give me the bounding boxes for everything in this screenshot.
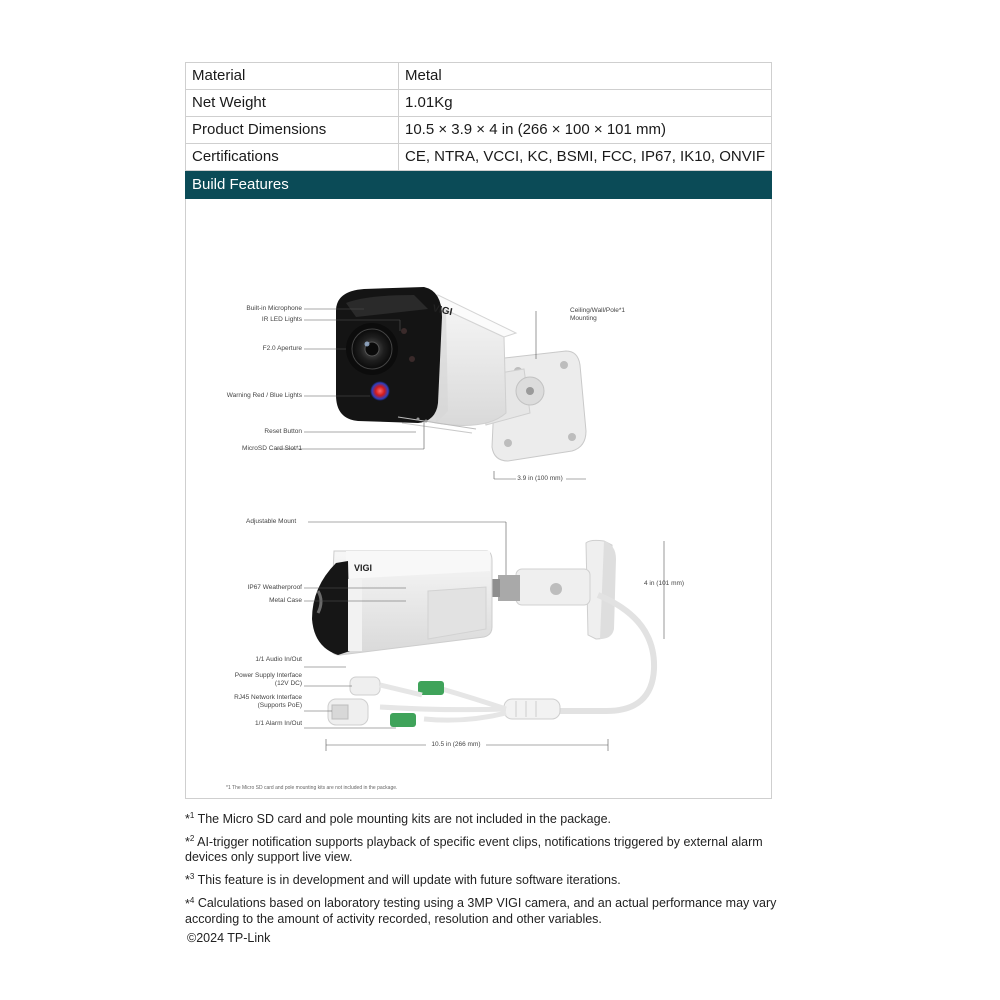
copyright: ©2024 TP-Link xyxy=(187,930,271,945)
label-warning-lights: Warning Red / Blue Lights xyxy=(226,392,302,399)
label-aperture: F2.0 Aperture xyxy=(262,345,302,352)
spec-sheet xyxy=(185,62,772,799)
spec-key: Net Weight xyxy=(186,90,399,117)
spec-table xyxy=(185,62,772,171)
footnote-mark: *$^3$ xyxy=(185,872,195,888)
spec-row-certifications xyxy=(186,144,772,171)
figure-footnote: *1 The Micro SD card and pole mounting kits are not included in the package. xyxy=(226,785,398,791)
footnote-mark: *$^1$ xyxy=(185,811,195,827)
spec-row-net-weight xyxy=(186,90,772,117)
label-adjustable-mount: Adjustable Mount xyxy=(246,518,297,525)
label-power-supply: Power Supply Interface (12V DC) xyxy=(234,672,302,687)
spec-value: 1.01Kg xyxy=(399,90,772,117)
label-mounting: Ceiling/Wall/Pole*1 Mounting xyxy=(570,307,626,322)
footnote-text: The Micro SD card and pole mounting kits are not included in the package. xyxy=(197,812,612,827)
section-title-bar: Build Features xyxy=(185,171,772,199)
label-rj45: RJ45 Network Interface (Supports PoE) xyxy=(234,694,302,709)
label-microphone: Built-in Microphone xyxy=(246,305,302,312)
label-ir-leds: IR LED Lights xyxy=(261,316,302,323)
label-reset-button: Reset Button xyxy=(264,428,302,435)
footnote-text: AI-trigger notification supports playback of specific event clips, notifications triggered by external alarm devices only support live view. xyxy=(185,835,763,865)
build-features-figure xyxy=(185,199,772,799)
spec-key: Product Dimensions xyxy=(186,117,399,144)
brand-logo-bottom: VIGI xyxy=(354,563,373,573)
bottom-camera xyxy=(312,540,654,727)
footnote-item xyxy=(185,892,785,926)
footnote-item xyxy=(185,869,785,888)
label-height-dimension: 4 in (101 mm) xyxy=(644,580,685,587)
spec-value: Metal xyxy=(399,63,772,90)
label-metal-case: Metal Case xyxy=(269,597,302,604)
brand-logo-top: VIGI xyxy=(431,303,454,319)
spec-value: 10.5 × 3.9 × 4 in (266 × 100 × 101 mm) xyxy=(399,117,772,144)
footnotes xyxy=(185,808,785,946)
spec-value: CE, NTRA, VCCI, KC, BSMI, FCC, IP67, IK10, ONVIF xyxy=(399,144,772,171)
footnote-text: This feature is in development and will update with future software iterations. xyxy=(197,873,621,888)
footnote-text: Calculations based on laboratory testing using a 3MP VIGI camera, and an actual performance may vary according to the amount of activity recorded, resolution and other variables. xyxy=(185,896,777,926)
footnote-item xyxy=(185,831,785,865)
label-length-dimension: 10.5 in (266 mm) xyxy=(431,741,481,748)
label-alarm-io: 1/1 Alarm In/Out xyxy=(255,720,302,727)
spec-row-dimensions xyxy=(186,117,772,144)
label-width-dimension: 3.9 in (100 mm) xyxy=(517,475,563,482)
footnote-item xyxy=(185,808,785,827)
top-camera xyxy=(336,287,586,461)
label-ip67: IP67 Weatherproof xyxy=(247,584,302,591)
label-microsd-slot: MicroSD Card Slot*1 xyxy=(242,445,302,452)
spec-key: Certifications xyxy=(186,144,399,171)
footnote-mark: *$^2$ xyxy=(185,834,195,850)
label-audio-io: 1/1 Audio In/Out xyxy=(255,656,302,663)
spec-key: Material xyxy=(186,63,399,90)
spec-row-material xyxy=(186,63,772,90)
footnote-mark: *$^4$ xyxy=(185,895,195,911)
